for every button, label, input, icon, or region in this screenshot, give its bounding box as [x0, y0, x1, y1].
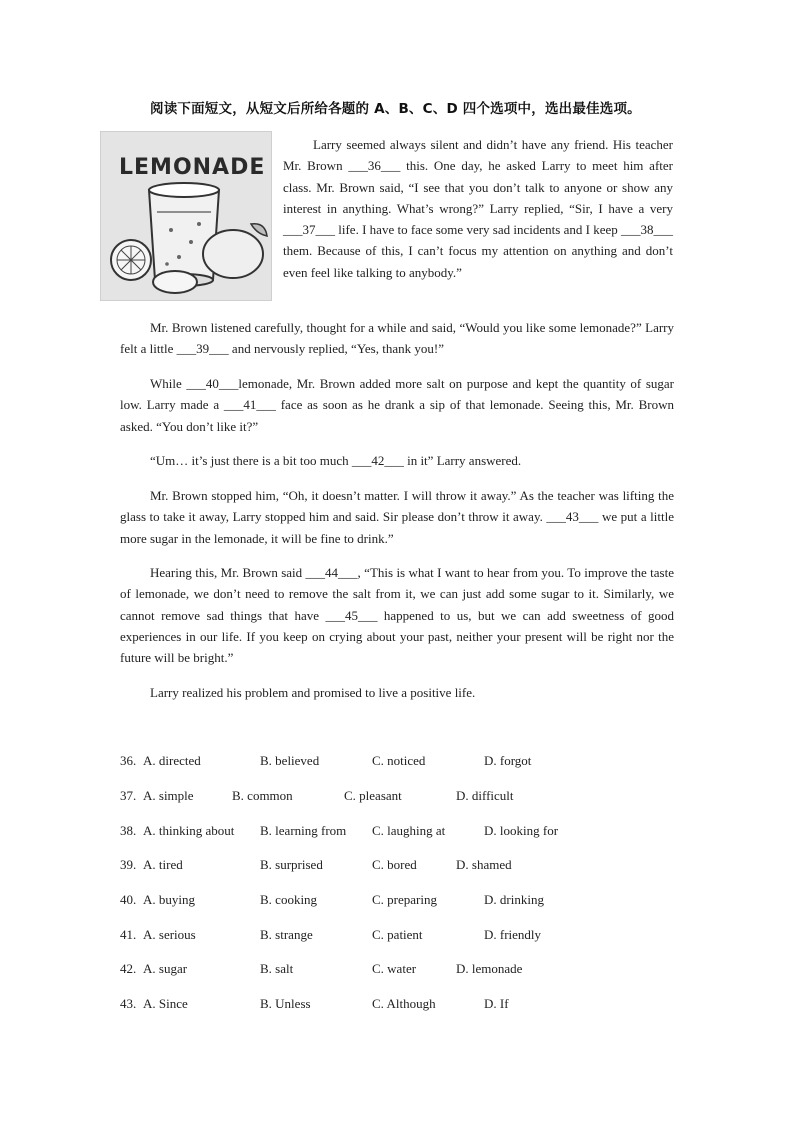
paragraph-text: Larry seemed always silent and didn’t have any friend. His teacher Mr. Brown ___36___ this. One day, he asked Larry to meet him after class. Mr. Brown said, “I see that you don’t talk to anyone or show any interest in anything. What’s wrong?” Larry replied, “Sir, I have a very ___37___ life. I have to face some very sad incidents and I keep ___38___ them. Because of this, I can’t focus my attention on anything and don’t even feel like talking to anybody.”: [283, 137, 673, 280]
option-a[interactable]: A. buying: [143, 892, 195, 907]
question-number: 39.: [120, 857, 137, 872]
option-a[interactable]: A. sugar: [143, 961, 188, 976]
option-d[interactable]: D. friendly: [484, 927, 542, 942]
question-number: 41.: [120, 927, 137, 942]
question-number: 36.: [120, 753, 137, 768]
option-b[interactable]: B. Unless: [260, 996, 311, 1011]
option-b[interactable]: B. cooking: [260, 892, 318, 907]
option-d[interactable]: D. lemonade: [456, 961, 523, 976]
option-c[interactable]: C. pleasant: [344, 788, 402, 803]
option-b[interactable]: B. common: [232, 788, 293, 803]
option-c[interactable]: C. noticed: [372, 753, 426, 768]
paragraph-text: “Um… it’s just there is a bit too much ___42___ in it” Larry answered.: [150, 453, 522, 468]
option-b[interactable]: B. surprised: [260, 857, 323, 872]
option-a[interactable]: A. serious: [143, 927, 196, 942]
option-d[interactable]: D. shamed: [456, 857, 512, 872]
option-d[interactable]: D. forgot: [484, 753, 532, 768]
option-b[interactable]: B. strange: [260, 927, 313, 942]
option-c[interactable]: C. patient: [372, 927, 423, 942]
option-c[interactable]: C. bored: [372, 857, 417, 872]
option-b[interactable]: B. salt: [260, 961, 294, 976]
option-c[interactable]: C. preparing: [372, 892, 437, 907]
paragraph-text: Mr. Brown listened carefully, thought for a while and said, “Would you like some lemonade?” Larry felt a little ___39___ and nervously replied, “Yes, thank you!”: [120, 320, 674, 357]
question-number: 37.: [120, 788, 137, 803]
option-c[interactable]: C. Although: [372, 996, 436, 1011]
question-number: 42.: [120, 961, 137, 976]
instruction-heading: 阅读下面短文，从短文后所给各题的 A、B、C、D 四个选项中，选出最佳选项。: [150, 101, 641, 117]
paragraph-text: Larry realized his problem and promised to live a positive life.: [150, 685, 476, 700]
option-d[interactable]: D. drinking: [484, 892, 544, 907]
option-c[interactable]: C. laughing at: [372, 823, 446, 838]
passage-paragraph-2: [120, 317, 674, 360]
passage-paragraph-7: [120, 682, 674, 703]
question-number: 38.: [120, 823, 137, 838]
question-number: 43.: [120, 996, 137, 1011]
lemonade-illustration: [100, 131, 272, 301]
option-a[interactable]: A. tired: [143, 857, 183, 872]
passage-paragraph-3: [120, 373, 674, 437]
illustration-title: LEMONADE: [119, 155, 266, 180]
passage-paragraph-4: [120, 450, 674, 471]
passage-paragraph-6: [120, 562, 674, 668]
option-c[interactable]: C. water: [372, 961, 417, 976]
lemonade-glass-icon: [101, 132, 271, 300]
passage-paragraph-5: [120, 485, 674, 549]
passage-paragraph-1: [283, 134, 673, 283]
option-d[interactable]: D. difficult: [456, 788, 514, 803]
question-number: 40.: [120, 892, 137, 907]
paragraph-text: While ___40___lemonade, Mr. Brown added more salt on purpose and kept the quantity of sugar low. Larry made a ___41___ face as soon as he drank a sip of that lemonade. Seeing this, Mr. Brown asked. “You don’t like it?”: [120, 376, 674, 434]
paragraph-text: Mr. Brown stopped him, “Oh, it doesn’t matter. I will throw it away.” As the teacher was lifting the glass to take it away, Larry stopped him and said. Sir please don’t throw it away. ___43___ we put a little more sugar in the lemonade, it will be fine to drink.”: [120, 488, 674, 546]
option-a[interactable]: A. thinking about: [143, 823, 235, 838]
paragraph-text: Hearing this, Mr. Brown said ___44___, “This is what I want to hear from you. To improve the taste of lemonade, we don’t need to remove the salt from it, we can just add some sugar to it. Similarly, we cannot remove sad things that have ___45___ happened to us, but we can add sweetness of good experiences in our life. If you keep on crying about your past, neither your present will be right nor the future will be bright.”: [120, 565, 674, 666]
option-a[interactable]: A. Since: [143, 996, 188, 1011]
option-d[interactable]: D. If: [484, 996, 509, 1011]
option-b[interactable]: B. believed: [260, 753, 320, 768]
option-a[interactable]: A. directed: [143, 753, 201, 768]
option-a[interactable]: A. simple: [143, 788, 194, 803]
option-d[interactable]: D. looking for: [484, 823, 559, 838]
option-b[interactable]: B. learning from: [260, 823, 347, 838]
